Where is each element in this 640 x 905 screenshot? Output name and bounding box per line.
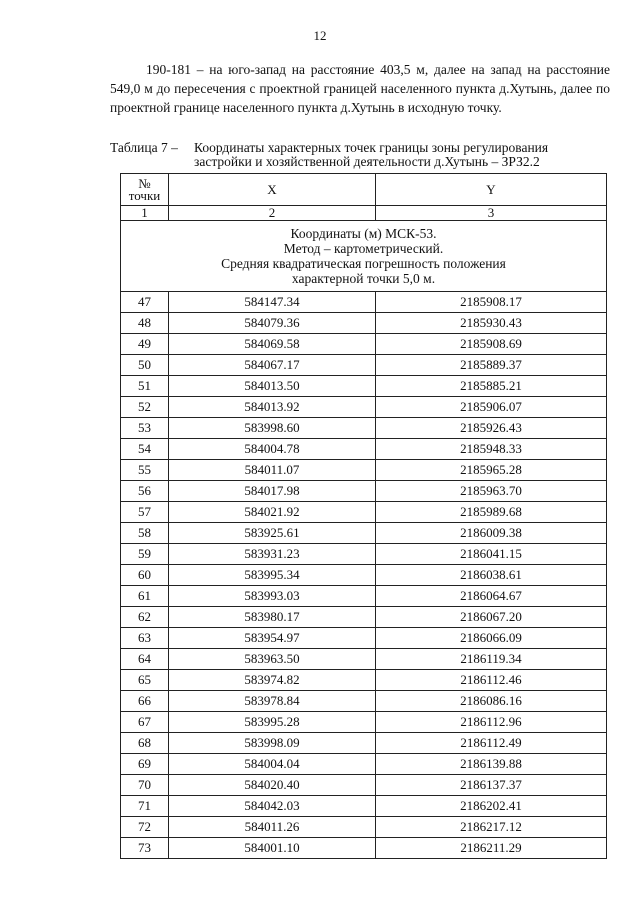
info-line-1: Координаты (м) МСК-53. bbox=[290, 226, 437, 241]
table-caption-label: Таблица 7 – bbox=[110, 140, 178, 155]
point-number-cell: 70 bbox=[121, 775, 169, 796]
point-number-cell: 66 bbox=[121, 691, 169, 712]
x-coordinate-cell: 584011.26 bbox=[169, 817, 376, 838]
x-coordinate-cell: 584004.78 bbox=[169, 439, 376, 460]
header-x: X bbox=[169, 174, 376, 206]
x-coordinate-cell: 583931.23 bbox=[169, 544, 376, 565]
x-coordinate-cell: 584147.34 bbox=[169, 292, 376, 313]
point-number-cell: 49 bbox=[121, 334, 169, 355]
point-number-cell: 57 bbox=[121, 502, 169, 523]
column-index-2: 2 bbox=[169, 206, 376, 221]
point-number-cell: 59 bbox=[121, 544, 169, 565]
x-coordinate-cell: 584017.98 bbox=[169, 481, 376, 502]
table-row bbox=[121, 397, 607, 418]
x-coordinate-cell: 584011.07 bbox=[169, 460, 376, 481]
y-coordinate-cell: 2186041.15 bbox=[376, 544, 607, 565]
y-coordinate-cell: 2186217.12 bbox=[376, 817, 607, 838]
y-coordinate-cell: 2186112.46 bbox=[376, 670, 607, 691]
table-body bbox=[121, 292, 607, 859]
table-row bbox=[121, 670, 607, 691]
table-row bbox=[121, 607, 607, 628]
y-coordinate-cell: 2185908.69 bbox=[376, 334, 607, 355]
x-coordinate-cell: 584004.04 bbox=[169, 754, 376, 775]
y-coordinate-cell: 2186112.96 bbox=[376, 712, 607, 733]
x-coordinate-cell: 584069.58 bbox=[169, 334, 376, 355]
table-row bbox=[121, 355, 607, 376]
y-coordinate-cell: 2185885.21 bbox=[376, 376, 607, 397]
point-number-cell: 63 bbox=[121, 628, 169, 649]
x-coordinate-cell: 584013.50 bbox=[169, 376, 376, 397]
x-coordinate-cell: 583998.09 bbox=[169, 733, 376, 754]
x-coordinate-cell: 583963.50 bbox=[169, 649, 376, 670]
table-row bbox=[121, 502, 607, 523]
table-row bbox=[121, 565, 607, 586]
y-coordinate-cell: 2185908.17 bbox=[376, 292, 607, 313]
y-coordinate-cell: 2186086.16 bbox=[376, 691, 607, 712]
point-number-cell: 52 bbox=[121, 397, 169, 418]
point-number-cell: 56 bbox=[121, 481, 169, 502]
point-number-cell: 58 bbox=[121, 523, 169, 544]
point-number-cell: 62 bbox=[121, 607, 169, 628]
table-caption-line2: застройки и хозяйственной деятельности д.Хутынь – ЗРЗ2.2 bbox=[194, 154, 540, 169]
table-row bbox=[121, 628, 607, 649]
point-number-cell: 48 bbox=[121, 313, 169, 334]
point-number-cell: 47 bbox=[121, 292, 169, 313]
x-coordinate-cell: 584020.40 bbox=[169, 775, 376, 796]
table-row bbox=[121, 796, 607, 817]
info-line-2: Метод – картометрический. bbox=[283, 241, 444, 256]
y-coordinate-cell: 2185989.68 bbox=[376, 502, 607, 523]
table-row bbox=[121, 376, 607, 397]
x-coordinate-cell: 583998.60 bbox=[169, 418, 376, 439]
table-header-row bbox=[121, 174, 607, 206]
point-number-cell: 68 bbox=[121, 733, 169, 754]
point-number-cell: 51 bbox=[121, 376, 169, 397]
table-row bbox=[121, 754, 607, 775]
point-number-cell: 67 bbox=[121, 712, 169, 733]
y-coordinate-cell: 2186009.38 bbox=[376, 523, 607, 544]
y-coordinate-cell: 2185948.33 bbox=[376, 439, 607, 460]
point-number-cell: 53 bbox=[121, 418, 169, 439]
y-coordinate-cell: 2186211.29 bbox=[376, 838, 607, 859]
y-coordinate-cell: 2185926.43 bbox=[376, 418, 607, 439]
y-coordinate-cell: 2186064.67 bbox=[376, 586, 607, 607]
info-line-3: Средняя квадратическая погрешность положения bbox=[221, 256, 506, 271]
table-row bbox=[121, 523, 607, 544]
x-coordinate-cell: 584001.10 bbox=[169, 838, 376, 859]
header-point-word: точки bbox=[128, 187, 161, 203]
y-coordinate-cell: 2186038.61 bbox=[376, 565, 607, 586]
y-coordinate-cell: 2186202.41 bbox=[376, 796, 607, 817]
table-row bbox=[121, 817, 607, 838]
point-number-cell: 69 bbox=[121, 754, 169, 775]
table-row bbox=[121, 313, 607, 334]
page-number: 12 bbox=[313, 28, 327, 43]
x-coordinate-cell: 583980.17 bbox=[169, 607, 376, 628]
x-coordinate-cell: 583978.84 bbox=[169, 691, 376, 712]
header-number-sign: № bbox=[138, 175, 151, 191]
x-coordinate-cell: 584067.17 bbox=[169, 355, 376, 376]
x-coordinate-cell: 584042.03 bbox=[169, 796, 376, 817]
table-row bbox=[121, 649, 607, 670]
point-number-cell: 64 bbox=[121, 649, 169, 670]
table-row bbox=[121, 481, 607, 502]
table-row bbox=[121, 292, 607, 313]
coordinates-table bbox=[120, 173, 607, 859]
point-number-cell: 54 bbox=[121, 439, 169, 460]
coordinate-system-info bbox=[121, 221, 607, 292]
x-coordinate-cell: 583954.97 bbox=[169, 628, 376, 649]
coordinate-system-info-row bbox=[121, 221, 607, 292]
table-row bbox=[121, 439, 607, 460]
y-coordinate-cell: 2186067.20 bbox=[376, 607, 607, 628]
point-number-cell: 65 bbox=[121, 670, 169, 691]
x-coordinate-cell: 583993.03 bbox=[169, 586, 376, 607]
x-coordinate-cell: 584021.92 bbox=[169, 502, 376, 523]
y-coordinate-cell: 2186137.37 bbox=[376, 775, 607, 796]
y-coordinate-cell: 2185963.70 bbox=[376, 481, 607, 502]
point-number-cell: 55 bbox=[121, 460, 169, 481]
y-coordinate-cell: 2186112.49 bbox=[376, 733, 607, 754]
table-row bbox=[121, 418, 607, 439]
point-number-cell: 72 bbox=[121, 817, 169, 838]
table-row bbox=[121, 838, 607, 859]
header-y: Y bbox=[376, 174, 607, 206]
table-row bbox=[121, 691, 607, 712]
y-coordinate-cell: 2185906.07 bbox=[376, 397, 607, 418]
table-row bbox=[121, 733, 607, 754]
y-coordinate-cell: 2186119.34 bbox=[376, 649, 607, 670]
point-number-cell: 61 bbox=[121, 586, 169, 607]
y-coordinate-cell: 2186066.09 bbox=[376, 628, 607, 649]
point-number-cell: 60 bbox=[121, 565, 169, 586]
table-row bbox=[121, 334, 607, 355]
table-row bbox=[121, 712, 607, 733]
x-coordinate-cell: 583974.82 bbox=[169, 670, 376, 691]
table-caption-line1: Координаты характерных точек границы зоны регулирования bbox=[194, 140, 549, 155]
column-index-row bbox=[121, 206, 607, 221]
point-number-cell: 50 bbox=[121, 355, 169, 376]
x-coordinate-cell: 583995.28 bbox=[169, 712, 376, 733]
body-paragraph bbox=[110, 60, 610, 117]
table-row bbox=[121, 775, 607, 796]
body-paragraph-text: 190-181 – на юго-запад на расстояние 403,5 м, далее на запад на расстояние 549,0 м до пересечения с проектной границей населенного пункта д.Хутынь, далее по проектной границе населенного пункта д.Хутынь в исходную точку. bbox=[110, 62, 610, 115]
table-row bbox=[121, 460, 607, 481]
x-coordinate-cell: 583925.61 bbox=[169, 523, 376, 544]
y-coordinate-cell: 2185930.43 bbox=[376, 313, 607, 334]
y-coordinate-cell: 2186139.88 bbox=[376, 754, 607, 775]
table-row bbox=[121, 544, 607, 565]
point-number-cell: 73 bbox=[121, 838, 169, 859]
x-coordinate-cell: 583995.34 bbox=[169, 565, 376, 586]
info-line-4: характерной точки 5,0 м. bbox=[291, 271, 436, 286]
y-coordinate-cell: 2185965.28 bbox=[376, 460, 607, 481]
header-point-number bbox=[121, 174, 169, 206]
y-coordinate-cell: 2185889.37 bbox=[376, 355, 607, 376]
point-number-cell: 71 bbox=[121, 796, 169, 817]
x-coordinate-cell: 584013.92 bbox=[169, 397, 376, 418]
table-row bbox=[121, 586, 607, 607]
column-index-3: 3 bbox=[376, 206, 607, 221]
x-coordinate-cell: 584079.36 bbox=[169, 313, 376, 334]
column-index-1: 1 bbox=[121, 206, 169, 221]
